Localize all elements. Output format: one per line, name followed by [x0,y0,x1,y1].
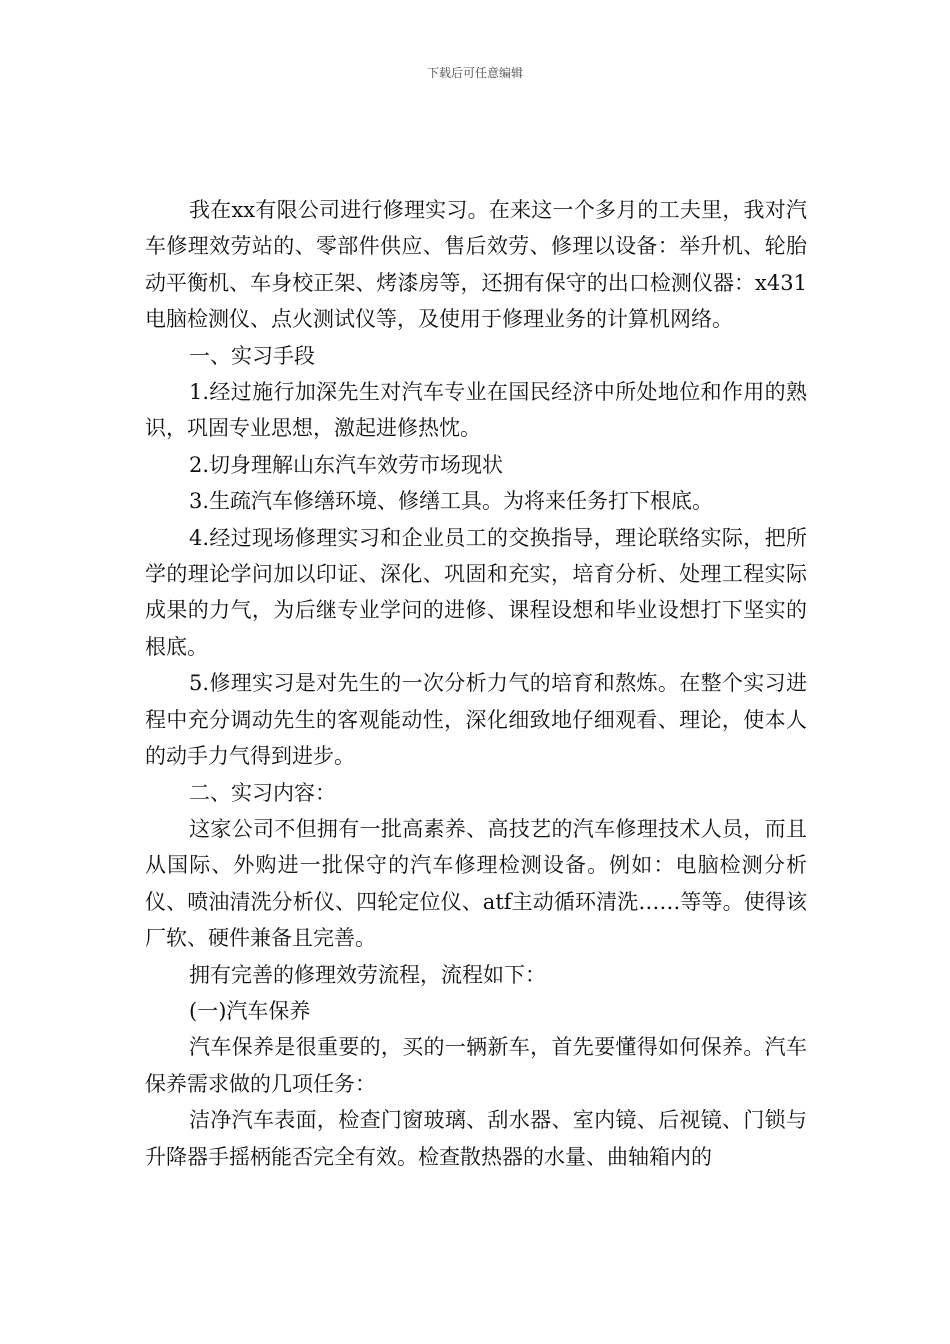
subsection-heading-maintenance: (一)汽车保养 [189,998,311,1023]
list-item-purpose-3: 3.生疏汽车修缮环境、修缮工具。为将来任务打下根底。 [189,489,714,514]
list-item-purpose-4: 4.经过现场修理实习和企业员工的交换指导，理论联络实际，把所学的理论学问加以印证、深化、巩固和充实，培育分析、处理工程实际成果的力气，为后继专业学问的进修、课程设想和毕业设想打下坚实的根底。 [145,525,807,659]
header-note: 下载后可任意编辑 [426,66,523,80]
section-heading-purpose: 一、实习手段 [189,343,315,368]
paragraph-intro: 我在xx有限公司进行修理实习。在来这一个多月的工夫里，我对汽车修理效劳站的、零部件供应、售后效劳、修理以设备：举升机、轮胎动平衡机、车身校正架、烤漆房等，还拥有保守的出口检测仪器：x431电脑检测仪、点火测试仪等，及使用于修理业务的计算机网络。 [145,198,807,332]
paragraph-maintenance: 汽车保养是很重要的，买的一辆新车，首先要懂得如何保养。汽车保养需求做的几项任务： [145,1035,807,1096]
paragraph-cleaning: 洁净汽车表面，检查门窗玻璃、刮水器、室内镜、后视镜、门锁与升降器手摇柄能否完全有效。检查散热器的水量、曲轴箱内的 [145,1108,807,1169]
list-item-purpose-1: 1.经过施行加深先生对汽车专业在国民经济中所处地位和作用的熟识，巩固专业思想，激起进修热忱。 [145,380,807,441]
list-item-purpose-2: 2.切身理解山东汽车效劳市场现状 [189,452,504,477]
paragraph-process: 拥有完善的修理效劳流程，流程如下： [189,962,546,987]
section-heading-content: 二、实习内容： [189,780,336,805]
list-item-purpose-5: 5.修理实习是对先生的一次分析力气的培育和熬炼。在整个实习进程中充分调动先生的客观能动性，深化细致地仔细观看、理论，使本人的动手力气得到进步。 [145,671,807,769]
document-body [145,192,807,1175]
paragraph-company: 这家公司不但拥有一批高素养、高技艺的汽车修理技术人员，而且从国际、外购进一批保守的汽车修理检测设备。例如：电脑检测分析仪、喷油清洗分析仪、四轮定位仪、atf主动循环清洗……等等。使得该厂软、硬件兼备且完善。 [145,816,807,951]
